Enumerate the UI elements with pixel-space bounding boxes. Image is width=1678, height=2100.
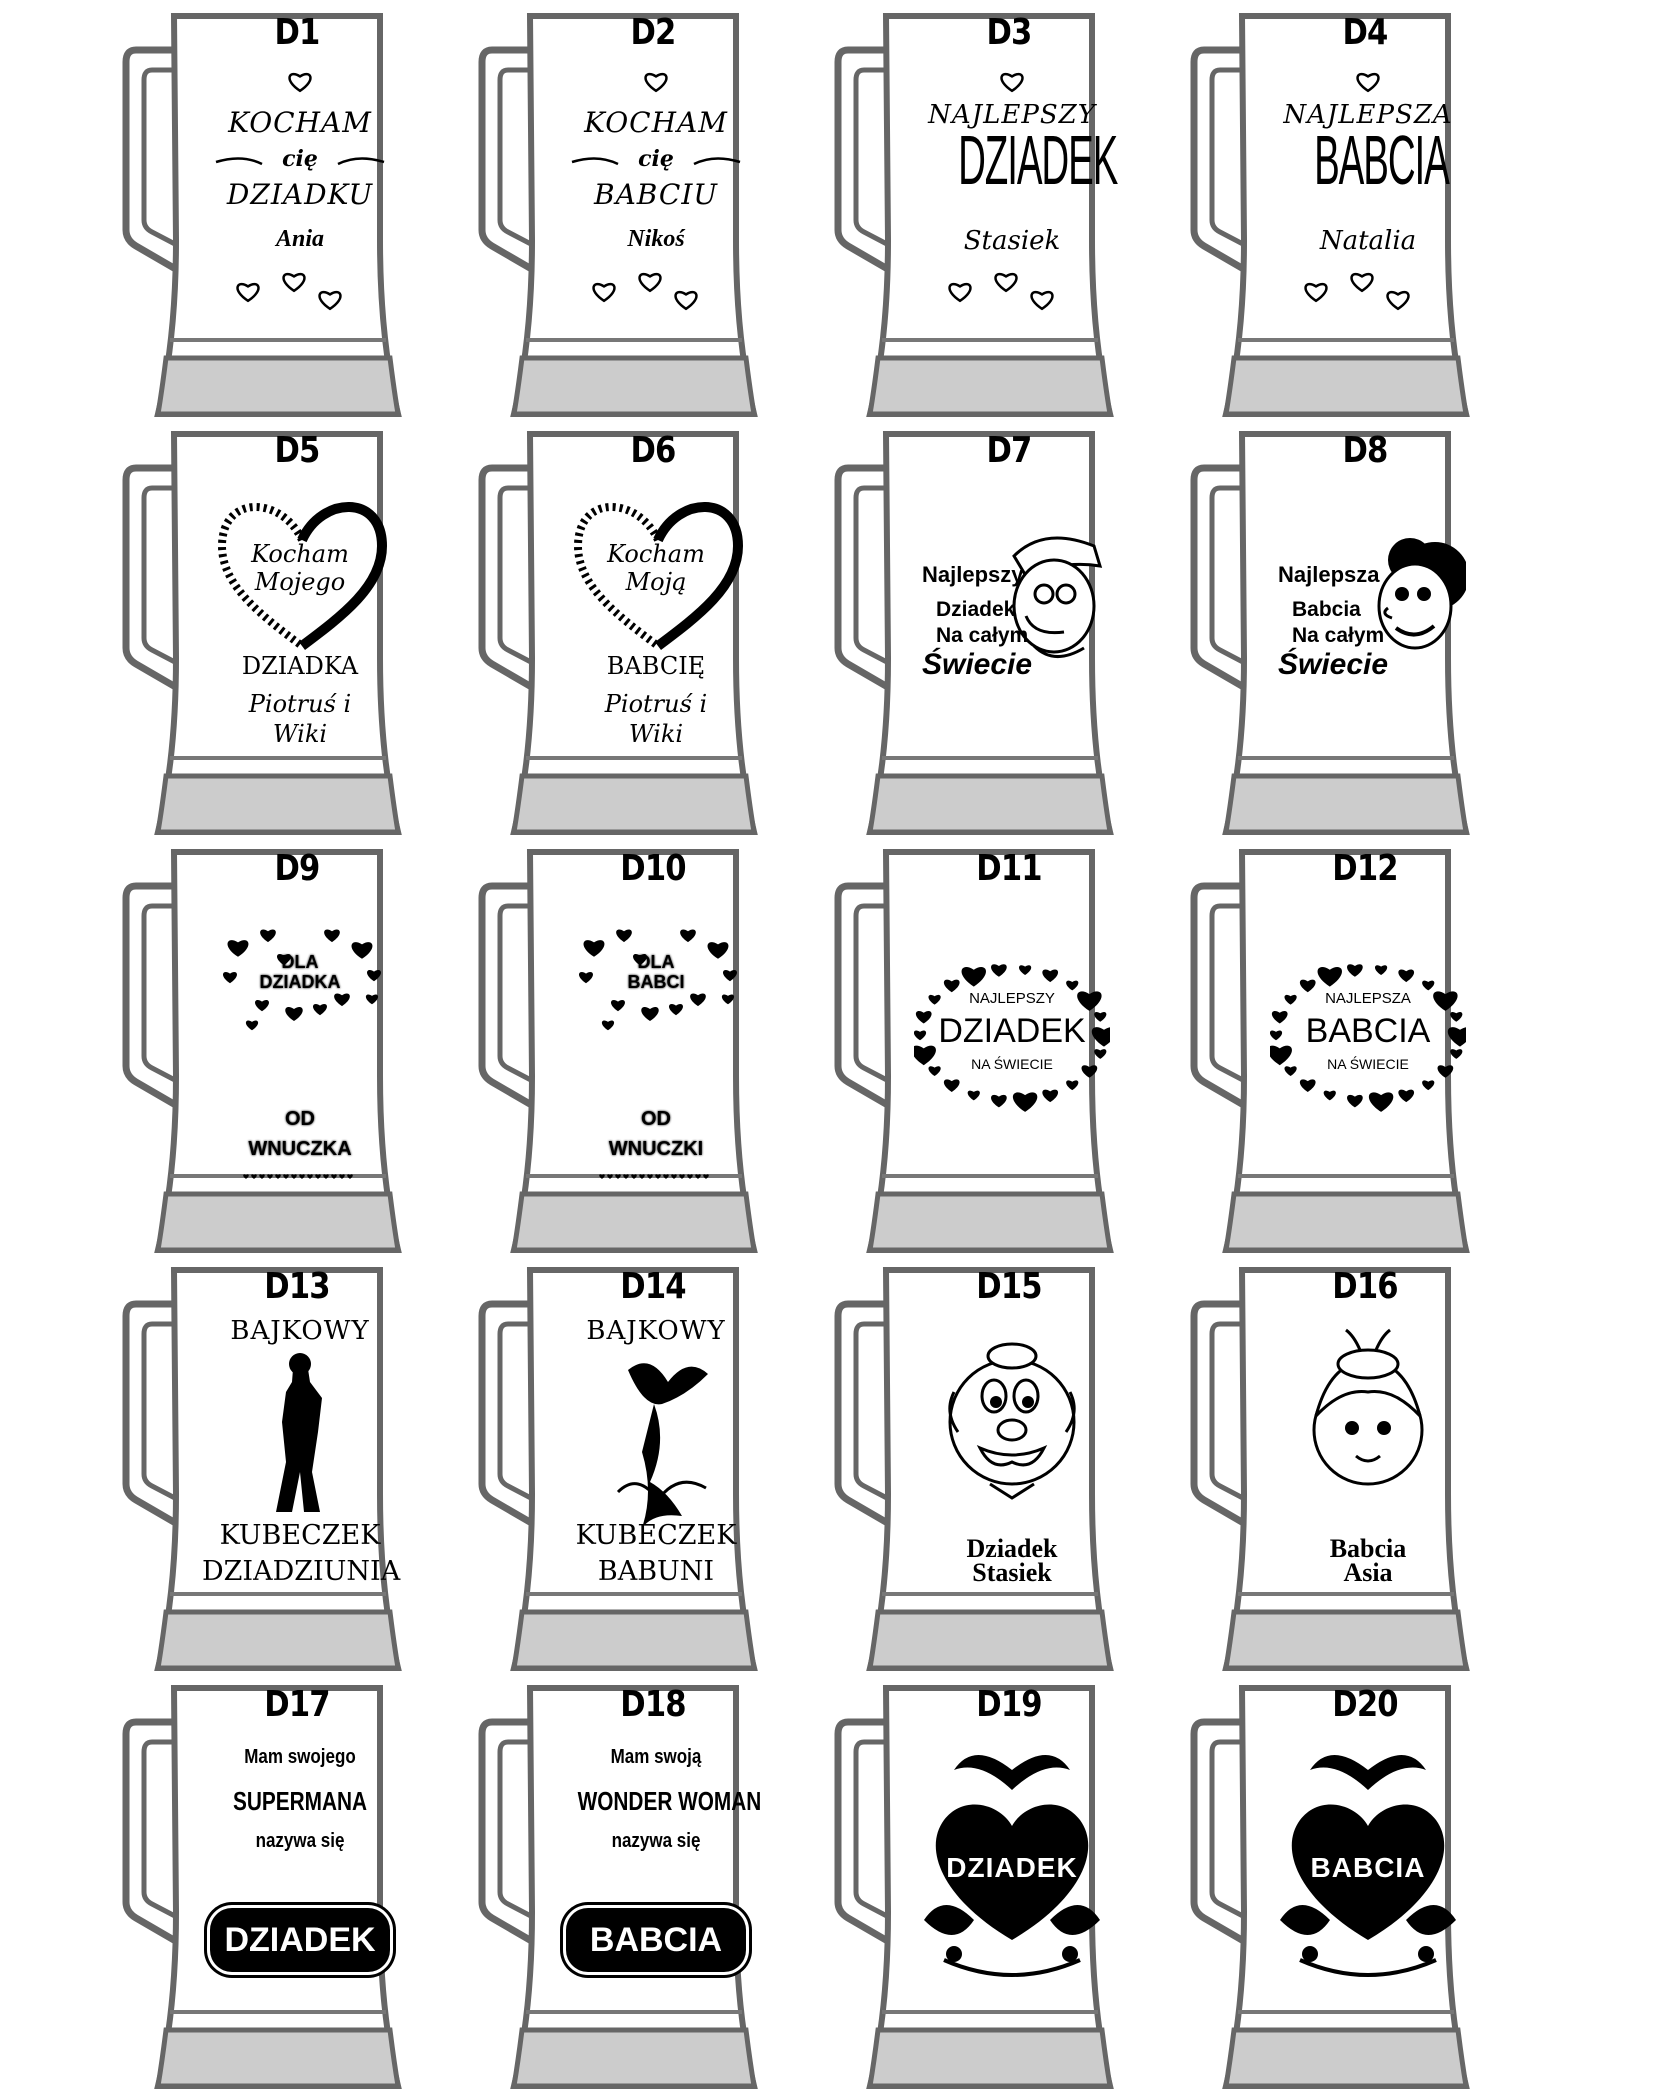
mug-design-d8 xyxy=(1190,428,1546,846)
heart-icon xyxy=(599,1174,605,1178)
heart-icon xyxy=(267,1174,273,1178)
mug-design-d19 xyxy=(834,1682,1190,2100)
heart-icon xyxy=(679,1174,685,1178)
heart-icon xyxy=(243,1174,249,1178)
mug-print xyxy=(202,58,398,358)
heart-icon xyxy=(1347,1095,1363,1108)
heart-icon xyxy=(1324,1091,1336,1101)
mug-print xyxy=(1270,58,1466,358)
design-text: Natalia xyxy=(1319,226,1417,256)
heart-icon xyxy=(246,1021,258,1031)
heart-icon xyxy=(602,1021,614,1031)
mug-design-d13 xyxy=(122,1264,478,1682)
design-code: D19 xyxy=(976,1684,1042,1725)
heart-icon xyxy=(1002,74,1023,91)
mug-design-d12 xyxy=(1190,846,1546,1264)
mug-print xyxy=(1270,476,1466,776)
heart-icon xyxy=(290,74,311,91)
heart-icon xyxy=(313,1004,327,1015)
heart-icon xyxy=(962,967,986,987)
design-text: DLA xyxy=(637,952,675,972)
design-text: Wiki xyxy=(272,720,328,748)
design-text: Stasiek xyxy=(963,226,1061,256)
mug-design-d11 xyxy=(834,846,1190,1264)
design-text: BABCI xyxy=(627,972,685,992)
heart-icon xyxy=(255,1000,269,1011)
design-text: Asia xyxy=(1343,1558,1393,1587)
mug-design-d7 xyxy=(834,428,1190,846)
design-text: Kocham xyxy=(251,540,349,568)
design-code: D7 xyxy=(986,430,1032,471)
heart-icon xyxy=(950,284,971,301)
heart-icon xyxy=(663,1174,669,1178)
heart-icon xyxy=(991,964,1007,977)
design-code: D6 xyxy=(630,430,676,471)
design-code: D15 xyxy=(976,1266,1042,1307)
heart-icon xyxy=(1358,74,1379,91)
design-text: BABCIA xyxy=(1310,1852,1426,1883)
heart-icon xyxy=(320,292,341,309)
design-text: Mam swoją xyxy=(610,1746,702,1768)
mug-print xyxy=(202,894,398,1194)
mug-print xyxy=(914,1312,1110,1612)
design-text: BAJKOWY xyxy=(586,1316,726,1346)
design-text: OD xyxy=(285,1108,315,1130)
heart-icon xyxy=(944,1079,960,1092)
heart-icon xyxy=(283,1174,289,1178)
design-code: D13 xyxy=(264,1266,330,1307)
mug-print xyxy=(558,1730,762,2030)
heart-icon xyxy=(1422,1080,1434,1090)
heart-icon xyxy=(260,930,276,943)
heart-icon xyxy=(687,1174,693,1178)
heart-icon xyxy=(616,930,632,943)
name-plate: DZIADEK xyxy=(210,1908,390,1972)
design-text: NA ŚWIECIE xyxy=(1327,1056,1409,1072)
heart-icon xyxy=(323,1174,329,1178)
heart-icon xyxy=(968,1091,980,1101)
heart-icon xyxy=(1306,284,1327,301)
design-code: D3 xyxy=(986,12,1032,53)
heart-icon xyxy=(331,1174,337,1178)
mug-design-d20 xyxy=(1190,1682,1546,2100)
design-text: BABCIA xyxy=(1305,1012,1431,1050)
heart-icon xyxy=(615,1174,621,1178)
mug-print xyxy=(914,58,1118,358)
heart-icon xyxy=(324,930,340,943)
heart-icon xyxy=(690,994,706,1007)
design-text: Babcia xyxy=(1329,1534,1407,1563)
design-text: KOCHAM xyxy=(228,106,372,139)
heart-icon xyxy=(259,1174,265,1178)
design-text: Wiki xyxy=(628,720,684,748)
heart-icon xyxy=(671,1174,677,1178)
heart-icon xyxy=(334,994,350,1007)
heart-icon xyxy=(238,284,259,301)
mug-design-d3 xyxy=(834,10,1190,428)
design-text: Na całym xyxy=(1292,624,1385,647)
design-text: Dziadek xyxy=(936,598,1016,621)
design-code: D8 xyxy=(1342,430,1388,471)
heart-icon xyxy=(623,1174,629,1178)
name-plate: BABCIA xyxy=(566,1908,746,1972)
design-text: BAJKOWY xyxy=(230,1316,370,1346)
mug-design-d10 xyxy=(478,846,834,1264)
heart-icon xyxy=(307,1174,313,1178)
design-code: D10 xyxy=(620,848,686,889)
design-text: NA ŚWIECIE xyxy=(971,1056,1053,1072)
mug-design-d16 xyxy=(1190,1264,1546,1682)
mug-design-d6 xyxy=(478,428,834,846)
design-text: KOCHAM xyxy=(584,106,728,139)
mug-print xyxy=(202,1730,398,2030)
design-code: D12 xyxy=(1332,848,1398,889)
design-text: cię xyxy=(638,146,674,172)
heart-icon xyxy=(251,1174,257,1178)
design-text: Najlepszy xyxy=(922,562,1024,587)
design-text: WONDER WOMAN xyxy=(577,1786,762,1816)
mug-design-d17 xyxy=(122,1682,478,2100)
design-text: NAJLEPSZA xyxy=(1325,990,1411,1007)
mug-print xyxy=(558,1312,754,1612)
heart-icon xyxy=(1066,981,1078,991)
mug-design-d4 xyxy=(1190,10,1546,428)
design-text: Świecie xyxy=(1278,648,1389,681)
heart-icon xyxy=(669,1004,683,1015)
heart-icon xyxy=(1032,292,1053,309)
mug-design-d14 xyxy=(478,1264,834,1682)
design-text: DZIADKA xyxy=(241,652,359,680)
mug-design-d18 xyxy=(478,1682,834,2100)
design-text: DZIADKU xyxy=(226,178,374,211)
heart-icon xyxy=(641,1007,658,1021)
mug-design-d5 xyxy=(122,428,478,846)
heart-icon xyxy=(347,1174,353,1178)
heart-icon xyxy=(703,1174,709,1178)
heart-icon xyxy=(680,930,696,943)
heart-icon xyxy=(1019,965,1031,975)
heart-icon xyxy=(647,1174,653,1178)
design-code: D14 xyxy=(620,1266,686,1307)
design-text: Świecie xyxy=(922,648,1033,681)
design-text: BABUNI xyxy=(597,1556,715,1587)
design-text: cię xyxy=(282,146,318,172)
heart-icon xyxy=(722,995,734,1005)
design-text: DZIADKA xyxy=(259,972,341,992)
design-code: D17 xyxy=(264,1684,330,1725)
heart-icon xyxy=(607,1174,613,1178)
design-code: D1 xyxy=(274,12,320,53)
design-text: BABCIU xyxy=(594,178,718,211)
design-text: NAJLEPSZA xyxy=(1283,100,1453,130)
heart-icon xyxy=(695,1174,701,1178)
heart-icon xyxy=(339,1174,345,1178)
design-text: DZIADZIUNIA xyxy=(202,1556,401,1587)
heart-icon xyxy=(640,274,661,291)
heart-icon xyxy=(285,1007,302,1021)
design-text: Kocham xyxy=(607,540,705,568)
design-text: DZIADEK xyxy=(946,1852,1078,1883)
design-text: Babcia xyxy=(1292,598,1361,621)
design-code: D5 xyxy=(274,430,320,471)
design-text: Piotruś i xyxy=(248,690,352,718)
heart-icon xyxy=(1388,292,1409,309)
mug-design-d15 xyxy=(834,1264,1190,1682)
design-text: NAJLEPSZY xyxy=(928,100,1096,130)
heart-icon xyxy=(1422,981,1434,991)
heart-icon xyxy=(1013,1092,1037,1112)
mug-print xyxy=(202,1312,401,1612)
heart-icon xyxy=(639,1174,645,1178)
design-code: D18 xyxy=(620,1684,686,1725)
mug-print xyxy=(558,894,754,1194)
heart-icon xyxy=(1318,967,1342,987)
design-text: KUBECZEK xyxy=(575,1520,737,1551)
heart-icon xyxy=(594,284,615,301)
mug-print xyxy=(558,476,754,776)
heart-icon xyxy=(1042,970,1058,983)
heart-icon xyxy=(996,274,1017,291)
design-text: Mam swojego xyxy=(244,1746,356,1768)
heart-icon xyxy=(275,1174,281,1178)
design-text: SUPERMANA xyxy=(232,1786,368,1816)
design-text: Stasiek xyxy=(972,1558,1052,1587)
design-text: DZIADEK xyxy=(938,1012,1086,1050)
design-text: KUBECZEK xyxy=(219,1520,381,1551)
heart-icon xyxy=(1398,970,1414,983)
design-text: Moją xyxy=(625,568,687,596)
design-text: BABCIA xyxy=(1314,121,1449,199)
design-text: Ania xyxy=(275,226,325,252)
heart-icon xyxy=(646,74,667,91)
heart-icon xyxy=(299,1174,305,1178)
design-code: D9 xyxy=(274,848,320,889)
mug-print xyxy=(1270,894,1466,1194)
mug-design-d9 xyxy=(122,846,478,1264)
heart-icon xyxy=(1352,274,1373,291)
heart-icon xyxy=(1398,1090,1414,1103)
heart-icon xyxy=(315,1174,321,1178)
heart-icon xyxy=(655,1174,661,1178)
design-code: D11 xyxy=(976,848,1042,889)
design-text: NAJLEPSZY xyxy=(969,990,1055,1007)
mug-print xyxy=(1270,1312,1466,1612)
mug-print xyxy=(1270,1730,1466,2030)
mug-design-d1 xyxy=(122,10,478,428)
mug-print xyxy=(914,1730,1110,2030)
mug-print xyxy=(914,476,1110,776)
mug-print xyxy=(914,894,1110,1194)
design-text: Na całym xyxy=(936,624,1029,647)
mug-design-d2 xyxy=(478,10,834,428)
design-text: BABCIĘ xyxy=(606,652,706,680)
design-text: WNUCZKA xyxy=(248,1138,352,1160)
design-text: DZIADEK xyxy=(958,121,1118,199)
heart-icon xyxy=(676,292,697,309)
heart-icon xyxy=(366,995,378,1005)
heart-icon xyxy=(631,1174,637,1178)
design-text: Mojego xyxy=(254,568,346,596)
design-text: Nikoś xyxy=(627,226,685,252)
heart-icon xyxy=(991,1095,1007,1108)
heart-icon xyxy=(1066,1080,1078,1090)
design-text: OD xyxy=(641,1108,671,1130)
heart-icon xyxy=(1347,964,1363,977)
design-code: D4 xyxy=(1342,12,1388,53)
design-code: D20 xyxy=(1332,1684,1398,1725)
design-text: DLA xyxy=(281,952,319,972)
heart-icon xyxy=(1042,1090,1058,1103)
heart-icon xyxy=(1369,1092,1393,1112)
mug-print xyxy=(202,476,398,776)
design-code: D16 xyxy=(1332,1266,1398,1307)
design-text: WNUCZKI xyxy=(608,1138,704,1160)
design-text: Dziadek xyxy=(966,1534,1058,1563)
design-code: D2 xyxy=(630,12,676,53)
heart-icon xyxy=(291,1174,297,1178)
design-text: nazywa się xyxy=(611,1830,701,1852)
heart-icon xyxy=(1375,965,1387,975)
mug-print xyxy=(558,58,754,358)
design-text: nazywa się xyxy=(255,1830,345,1852)
heart-icon xyxy=(611,1000,625,1011)
design-text: Piotruś i xyxy=(604,690,708,718)
design-text: Najlepsza xyxy=(1278,562,1380,587)
heart-icon xyxy=(284,274,305,291)
heart-icon xyxy=(1300,1079,1316,1092)
